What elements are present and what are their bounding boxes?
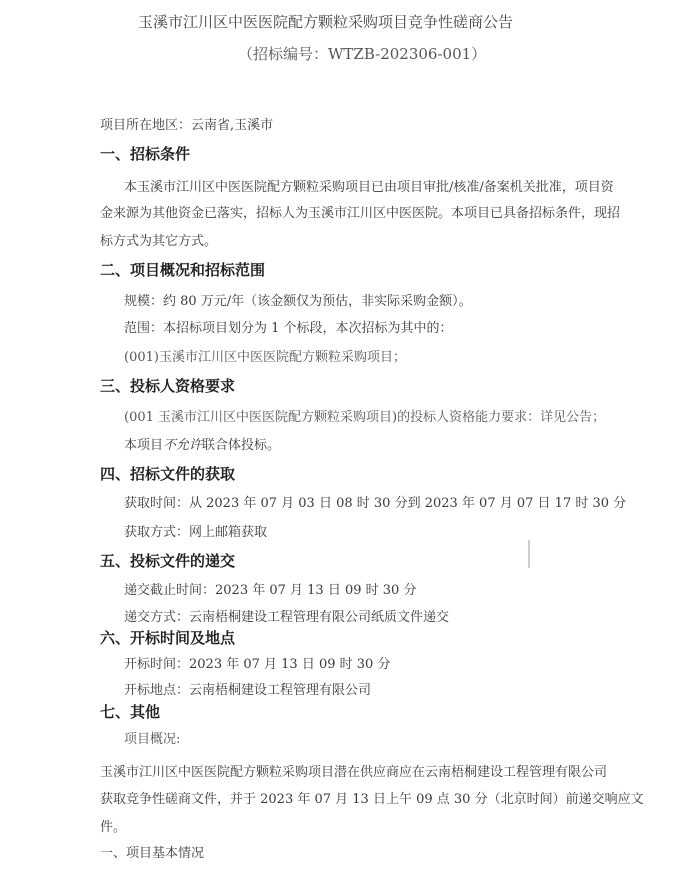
- section-heading-bidding-conditions: 一、招标条件: [100, 145, 191, 163]
- section-heading-bidder-qualifications: 三、投标人资格要求: [100, 377, 236, 395]
- scan-mark: [528, 540, 530, 568]
- project-overview-label: 项目概况:: [124, 732, 181, 747]
- bid-number: （招标编号：WTZB-202306-001）: [238, 45, 487, 63]
- project-scope: 范围：本招标项目划分为 1 个标段，本次招标为其中的：: [124, 321, 453, 336]
- joint-bid-prefix: 本项目: [124, 438, 164, 453]
- joint-bid-suffix: 联合体投标。: [202, 438, 281, 453]
- paragraph-line: 获取竞争性磋商文件，并于 2023 年 07 月 13 日上午 09 点 30 分（北京时间）前递交响应文: [100, 792, 644, 807]
- lot-item: (001)玉溪市江川区中医医院配方颗粒采购项目；: [124, 350, 406, 365]
- section-heading-project-overview: 二、项目概况和招标范围: [100, 261, 266, 279]
- section-heading-bid-submission: 五、投标文件的递交: [100, 552, 236, 570]
- opening-place: 开标地点：云南梧桐建设工程管理有限公司: [124, 683, 372, 698]
- paragraph-line: 本玉溪市江川区中医医院配方颗粒采购项目已由项目审批/核准/备案机关批准，项目资: [124, 180, 614, 195]
- submission-deadline: 递交截止时间：2023 年 07 月 13 日 09 时 30 分: [124, 583, 417, 598]
- paragraph-line: 标方式为其它方式。: [100, 234, 218, 249]
- section-heading-other: 七、其他: [100, 703, 161, 721]
- joint-bid-statement: [124, 438, 280, 454]
- paragraph-line: 件。: [100, 820, 127, 835]
- project-region: 项目所在地区：云南省,玉溪市: [100, 118, 274, 133]
- acquisition-method: 获取方式：网上邮箱获取: [124, 525, 268, 540]
- joint-bid-not-allowed: 不允许: [163, 438, 203, 453]
- section-heading-document-acquisition: 四、招标文件的获取: [100, 465, 236, 483]
- paragraph-line: 金来源为其他资金已落实，招标人为玉溪市江川区中医医院。本项目已具备招标条件，现招: [100, 206, 621, 221]
- subsection-heading-basic-info: 一、项目基本情况: [100, 846, 205, 861]
- project-scale: 规模：约 80 万元/年（该金额仅为预估，非实际采购金额）。: [124, 294, 472, 309]
- section-heading-bid-opening: 六、开标时间及地点: [100, 629, 236, 647]
- document-title: 玉溪市江川区中医医院配方颗粒采购项目竞争性磋商公告: [138, 13, 514, 31]
- paragraph-line: 玉溪市江川区中医医院配方颗粒采购项目潜在供应商应在云南梧桐建设工程管理有限公司: [100, 765, 608, 780]
- acquisition-time: 获取时间：从 2023 年 07 月 03 日 08 时 30 分到 2023 年 07 月 07 日 17 时 30 分: [124, 496, 627, 511]
- submission-method: 递交方式：云南梧桐建设工程管理有限公司纸质文件递交: [124, 610, 450, 625]
- opening-time: 开标时间：2023 年 07 月 13 日 09 时 30 分: [124, 657, 391, 672]
- qualification-requirement: (001 玉溪市江川区中医医院配方颗粒采购项目)的投标人资格能力要求：详见公告；: [124, 410, 606, 425]
